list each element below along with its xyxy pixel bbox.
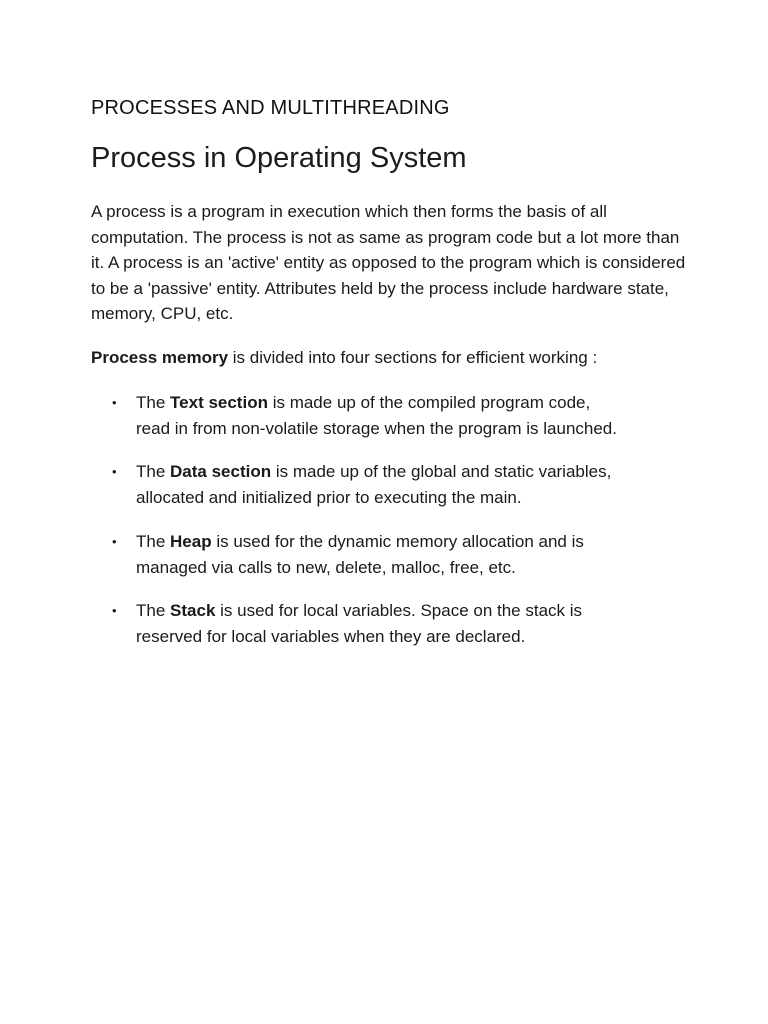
bullet-icon: • — [112, 534, 117, 549]
list-item-text — [136, 390, 696, 441]
list-item-line1: is made up of the compiled program code, — [267, 393, 591, 412]
list-item-text — [136, 459, 696, 510]
process-memory-term: Process memory — [91, 348, 229, 367]
bullet-icon: • — [112, 395, 117, 410]
list-item-line1: is used for the dynamic memory allocation and is — [211, 532, 584, 551]
intro-paragraph: A process is a program in execution which then forms the basis of all computation. The process is not as same as program code but a lot more than it. A process is an 'active' entity as opposed to the program which is considered to be a 'passive' entity. Attributes held by the process include hardware state, memory, CPU, etc. — [91, 202, 686, 323]
list-item-prefix: The — [136, 462, 171, 481]
list-item-term: Stack — [170, 601, 216, 620]
list-item-prefix: The — [136, 601, 171, 620]
list-item-term: Data section — [170, 462, 272, 481]
list-item-line1: is used for local variables. Space on the stack is — [215, 601, 583, 620]
list-item-line2: managed via calls to new, delete, malloc, free, etc. — [136, 557, 516, 577]
list-item-text — [136, 598, 696, 649]
list-item-line2: allocated and initialized prior to executing the main. — [136, 487, 522, 507]
list-item-prefix: The — [136, 393, 171, 412]
process-memory-paragraph — [91, 345, 597, 371]
list-item-term: Heap — [170, 532, 212, 551]
list-item-line2: read in from non-volatile storage when the program is launched. — [136, 418, 617, 438]
bullet-icon: • — [112, 603, 117, 618]
list-item-text — [136, 529, 696, 580]
document-header: PROCESSES AND MULTITHREADING — [91, 97, 450, 119]
list-item-line2: reserved for local variables when they are declared. — [136, 626, 526, 646]
list-item-line1: is made up of the global and static variables, — [271, 462, 612, 481]
bullet-icon: • — [112, 464, 117, 479]
process-memory-description: is divided into four sections for efficient working : — [228, 348, 598, 367]
list-item-prefix: The — [136, 532, 171, 551]
page-title: Process in Operating System — [91, 142, 467, 174]
list-item-term: Text section — [170, 393, 268, 412]
